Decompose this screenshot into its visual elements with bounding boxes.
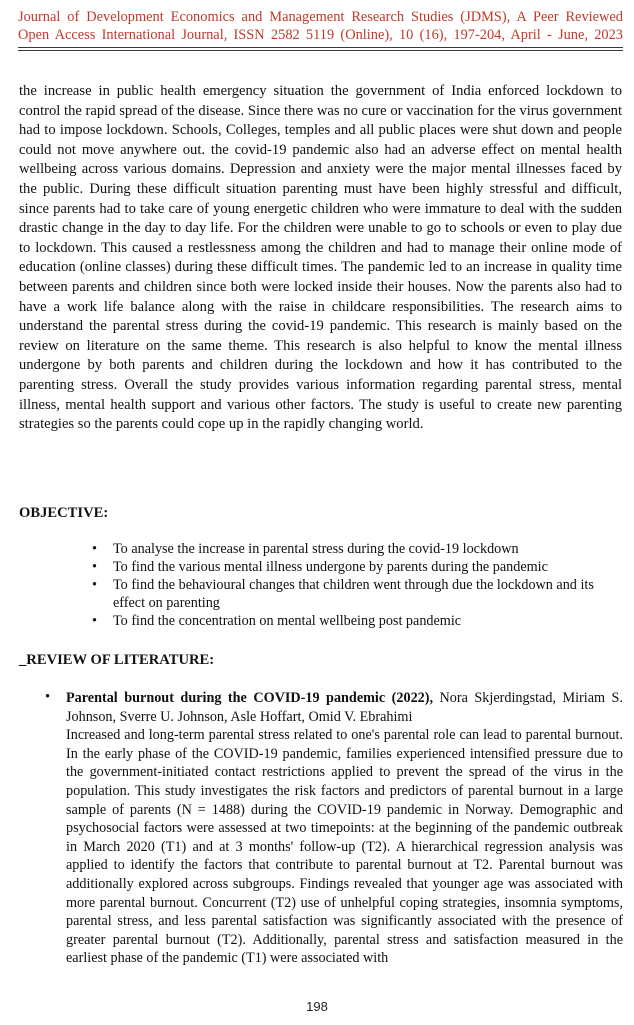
review-entry-title: Parental burnout during the COVID-19 pandemic (2022), <box>66 690 434 706</box>
objective-item <box>92 612 622 630</box>
review-heading-text: REVIEW OF LITERATURE: <box>26 652 215 668</box>
objective-item <box>92 540 622 558</box>
journal-header-line-2: Open Access International Journal, ISSN 2582 5119 (Online), 10 (16), 197-204, April - June, 2023 <box>18 27 623 43</box>
bullet-icon: • <box>45 689 51 705</box>
objective-item-text: To find the various mental illness undergone by parents during the pandemic <box>113 559 548 575</box>
intro-paragraph: the increase in public health emergency situation the government of India enforced lockdown to control the rapid spread of the disease. Since there was no cure or vaccination for the virus government had to impose lockdown. Schools, Colleges, temples and all public places were shut down and people could not move anywhere out. the covid-19 pandemic also had an adverse effect on mental health wellbeing across various domains. Depression and anxiety were the major mental illnesses faced by the public. During these difficult situation parenting must have been highly stressful and difficult, since parents had to take care of young energetic children who were immature to deal with the sudden drastic change in the day to day life. For the children were unable to go to schools or even to play due to lockdown. This caused a restlessness among the children and had to manage their online mode of education (online classes) during these difficult times. The pandemic led to an increase in quality time between parents and children since both were locked inside their houses. Now the parents also had to have a work life balance along with the raise in childcare responsibilities. The research aims to understand the parental stress during the covid-19 pandemic. This research is mainly based on the review on literature on the same theme. This research is also helpful to know the mental illness undergone by both parents and children during the lockdown and how it has contributed to the parenting stress. Overall the study provides various information regarding parental stress, mental illness, mental health support and various other factors. The study is useful to create new parenting strategies so the parents could cope up in the rapidly changing world. <box>19 83 622 433</box>
header-rule-top <box>18 47 623 48</box>
objective-item-text: To find the behavioural changes that children went through due the lockdown and its effect on parenting <box>113 577 594 611</box>
header-rule-bottom <box>18 50 623 51</box>
bullet-icon: • <box>92 577 97 593</box>
objective-item <box>92 576 622 612</box>
page-number: 198 <box>306 999 328 1014</box>
bullet-icon: • <box>92 541 97 557</box>
bullet-icon: • <box>92 559 97 575</box>
review-entry-body <box>66 689 623 968</box>
review-heading <box>19 652 214 669</box>
journal-header-line-1: Journal of Development Economics and Management Research Studies (JDMS), A Peer Reviewed <box>18 9 623 25</box>
objective-item-text: To analyse the increase in parental stress during the covid-19 lockdown <box>113 541 519 557</box>
review-heading-prefix: _ <box>19 652 27 668</box>
objective-item-text: To find the concentration on mental wellbeing post pandemic <box>113 613 462 629</box>
objective-heading: OBJECTIVE: <box>19 505 109 521</box>
objective-item <box>92 558 622 576</box>
review-entry-authors: Nora Skjerdingstad, Miriam S. Johnson, Sverre U. Johnson, Asle Hoffart, Omid V. Ebrahimi <box>66 690 623 725</box>
review-entry-abstract: Increased and long-term parental stress related to one's parental role can lead to parental burnout. In the early phase of the COVID-19 pandemic, families experienced intensified pressure due to the government-initiated contact restrictions applied to prevent the spread of the virus in the population. This study investigates the risk factors and predictors of parental burnout in a large sample of parents (N = 1488) during the COVID-19 pandemic in Norway. Demographic and psychosocial factors were assessed at two timepoints: at the beginning of the pandemic outbreak in March 2020 (T1) and at 3 months' follow-up (T2). A hierarchical regression analysis was applied to identify the factors that contribute to parental burnout at T2. Parental burnout was additionally explored across subgroups. Findings revealed that younger age was associated with more parental burnout. Concurrent (T2) use of unhelpful coping strategies, insomnia symptoms, parental stress, and less parental satisfaction was significantly associated with the presence of greater parental burnout (T2). Additionally, parental stress and satisfaction measured in the earliest phase of the pandemic (T1) were associated with <box>66 727 623 967</box>
objective-list <box>92 540 622 630</box>
journal-header <box>18 8 623 44</box>
bullet-icon: • <box>92 613 97 629</box>
